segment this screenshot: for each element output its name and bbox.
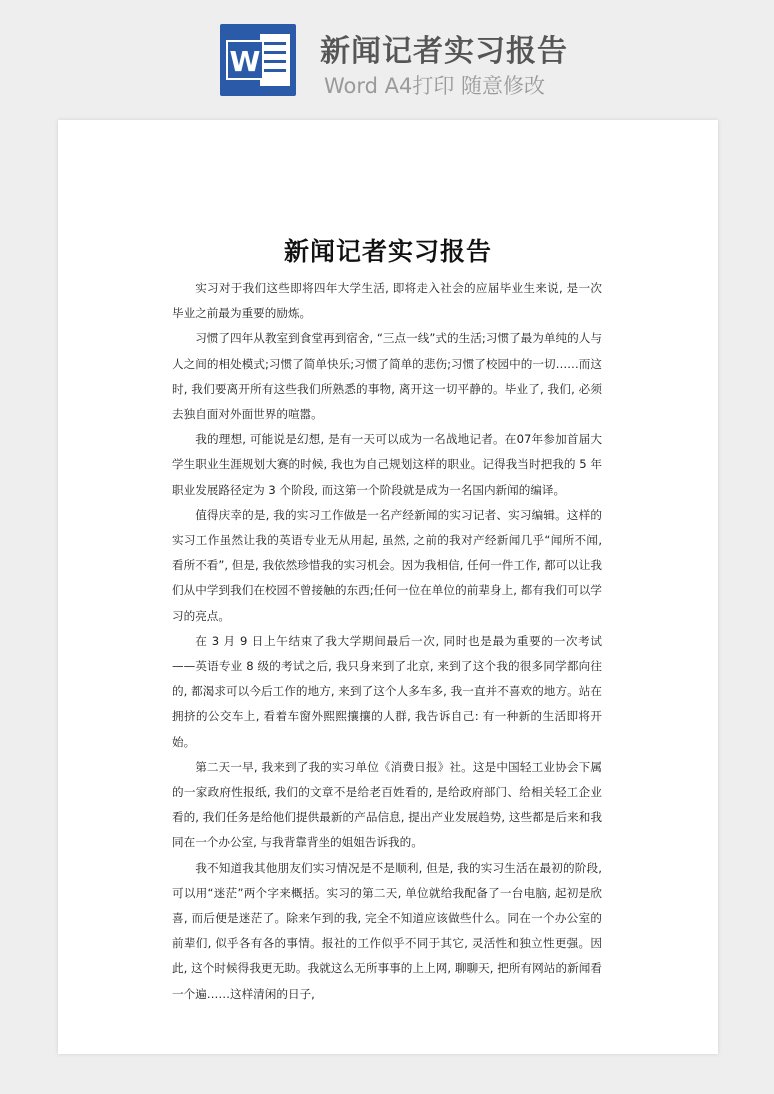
text-line-graphic: [264, 51, 286, 54]
paragraph: 实习对于我们这些即将四年大学生活, 即将走入社会的应届毕业生来说, 是一次毕业之前最为重要的励炼。: [172, 281, 602, 321]
paragraph: 第二天一早, 我来到了我的实习单位《消费日报》社。这是中国轻工业协会下属的一家政府性报纸, 我们的文章不是给老百姓看的, 是给政府部门、给相关轻工企业看的, 我们任务是给他们提供最新的产品信息, 提出产业发展趋势, 这些都是后来和我同在一个办公室, 与我背靠背坐的姐姐告诉我的。: [172, 759, 602, 850]
word-logo-letter: W: [226, 40, 264, 80]
paragraph: 在 3 月 9 日上午结束了我大学期间最后一次, 同时也是最为重要的一次考试——英语专业 8 级的考试之后, 我只身来到了北京, 来到了这个我的很多同学都向往的, 都渴求可以今后工作的地方, 来到了这个人多车多, 我一直并不喜欢的地方。站在拥挤的公交车上, 看着车窗外熙熙攘攘的人群, 我告诉自己: 有一种新的生活即将开始。: [172, 633, 602, 749]
paragraph: 习惯了四年从教室到食堂再到宿舍, “三点一线”式的生活;习惯了最为单纯的人与人之间的相处模式;习惯了简单快乐;习惯了简单的悲伤;习惯了校园中的一切……而这时, 我们要离开所有这些我们所熟悉的事物, 离开这一切平静的。毕业了, 我们, 必须去独自面对外面世界的喧嚣。: [172, 331, 602, 422]
paragraph: 我不知道我其他朋友们实习情况是不是顺利, 但是, 我的实习生活在最初的阶段, 可以用“迷茫”两个字来概括。实习的第二天, 单位就给我配备了一台电脑, 起初是欣喜, 而后便是迷茫了。除来乍到的我, 完全不知道应该做些什么。同在一个办公室的前辈们, 似乎各有各的事情。报社的工作似乎不同于其它, 灵活性和独立性更强。因此, 这个时候得我更无助。我就这么无所事事的上上网, 聊聊天, 把所有网站的新闻看一个遍……这样清闲的日子,: [172, 860, 602, 1001]
text-line-graphic: [264, 69, 286, 72]
paragraph: 值得庆幸的是, 我的实习工作做是一名产经新闻的实习记者、实习编辑。这样的实习工作虽然让我的英语专业无从用起, 虽然, 之前的我对产经新闻几乎“闻所不闻, 看所不看”, 但是, 我依然珍惜我的实习机会。因为我相信, 任何一件工作, 都可以让我们从中学到我们在校园不曾接触的东西;任何一位在单位的前辈身上, 都有我们可以学习的亮点。: [172, 507, 602, 623]
paragraph: 我的理想, 可能说是幻想, 是有一天可以成为一名战地记者。在07年参加首届大学生职业生涯规划大赛的时候, 我也为自己规划这样的职业。记得我当时把我的 5 年职业发展路径定为 3 个阶段, 而这第一个阶段就是成为一名国内新闻的编译。: [172, 432, 602, 497]
document-title: 新闻记者实习报告: [283, 237, 492, 266]
banner-title: 新闻记者实习报告: [320, 34, 568, 69]
header-banner: [0, 0, 774, 112]
banner-subtitle: Word A4打印 随意修改: [324, 74, 546, 98]
document-body: [172, 276, 602, 1007]
word-icon: [220, 24, 296, 96]
text-line-graphic: [264, 60, 286, 63]
text-line-graphic: [264, 42, 286, 45]
document-page: [58, 120, 718, 1054]
